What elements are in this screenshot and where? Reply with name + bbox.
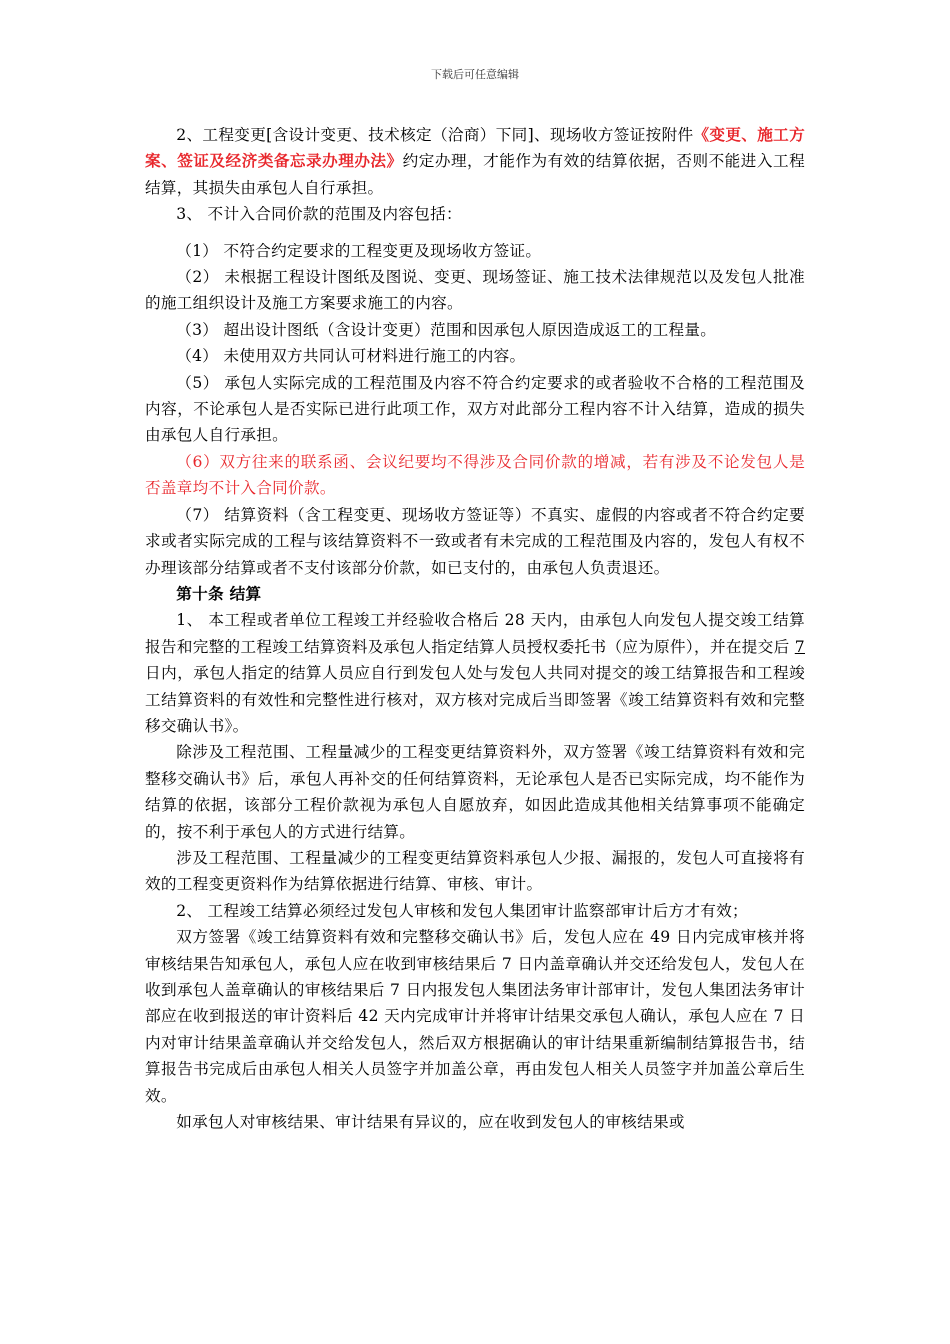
article-heading: 第十条 结算 (176, 583, 262, 603)
exclusion-item-1: （1） 不符合约定要求的工程变更及现场收方签证。 (176, 241, 542, 260)
paragraph-change-procedure (145, 122, 805, 201)
exclusion-item-2: （2） 未根据工程设计图纸及图说、变更、现场签证、施工技术法律规范以及发包人批准的施工组织设计及施工方案要求施工的内容。 (145, 268, 805, 313)
settlement-clause-1-supplement: 除涉及工程范围、工程量减少的工程变更结算资料外，双方签署《竣工结算资料有效和完整移交确认书》后，承包人再补交的任何结算资料，无论承包人是否已实际完成，均不能作为结算的依据，该部分工程价款视为承包人自愿放弃，如因此造成其他相关结算事项不能确定的，按不利于承包人的方式进行结算。 (145, 743, 805, 841)
paragraph-text: 日内，承包人指定的结算人员应自行到发包人处与发包人共同对提交的竣工结算报告和工程竣工结算资料的有效性和完整性进行核对，双方核对完成后当即签署《竣工结算资料有效和完整移交确认书》。 (145, 664, 805, 735)
exclusion-item-3: （3） 超出设计图纸（含设计变更）范围和因承包人原因造成返工的工程量。 (176, 320, 717, 339)
paragraph-text: 1、 本工程或者单位工程竣工并经验收合格后 28 天内，由承包人向发包人提交竣工结算报告和完整的工程竣工结算资料及承包人指定结算人员授权委托书（应为原件），并在提交后 (145, 611, 805, 656)
settlement-clause-2: 2、 工程竣工结算必须经过发包人审核和发包人集团审计监察部审计后方才有效； (176, 901, 748, 920)
exclusion-item-7: （7） 结算资料（含工程变更、现场收方签证等）不真实、虚假的内容或者不符合约定要求或者实际完成的工程与该结算资料不一致或者有未完成的工程范围及内容的，发包人有权不办理该部分结算或者不支付该部分价款，如已支付的，由承包人负责退还。 (145, 505, 805, 577)
settlement-clause-1-omission: 涉及工程范围、工程量减少的工程变更结算资料承包人少报、漏报的，发包人可直接将有效的工程变更资料作为结算依据进行结算、审核、审计。 (145, 848, 805, 894)
document-body (145, 122, 805, 1135)
paragraph-text: 2、工程变更[含设计变更、技术核定（洽商）下同]、现场收方签证按附件 (176, 126, 694, 144)
underlined-days: 7 (794, 637, 805, 656)
exclusion-item-4: （4） 未使用双方共同认可材料进行施工的内容。 (176, 347, 526, 366)
page-header: 下载后可任意编辑 (431, 68, 519, 81)
paragraph-exclusions-intro: 3、 不计入合同价款的范围及内容包括： (176, 205, 462, 224)
settlement-clause-2-procedure: 双方签署《竣工结算资料有效和完整移交确认书》后，发包人应在 49 日内完成审核并将审核结果告知承包人，承包人应在收到审核结果后 7 日内盖章确认并交还给发包人，发包人在收到承包人盖章确认的审核结果后 7 日内报发包人集团法务审计部审计，发包人集团法务审计部应在收到报送的审计资料后 42 天内完成审计并将审计结果交承包人确认，承包人应在 7 日内对审计结果盖章确认并交给发包人，然后双方根据确认的审计结果重新编制结算报告书，结算报告书完成后由承包人相关人员签字并加盖公章，再由发包人相关人员签字并加盖公章后生效。 (145, 928, 805, 1105)
settlement-clause-2-dispute: 如承包人对审核结果、审计结果有异议的，应在收到发包人的审核结果或 (176, 1113, 685, 1132)
paragraph-text: 约定办理，才能作为有效的结算依据，否则不能进入工程结算，其损失由承包人自行承担。 (145, 152, 805, 197)
exclusion-item-6: （6）双方往来的联系函、会议纪要均不得涉及合同价款的增减，若有涉及不论发包人是否盖章均不计入合同价款。 (145, 452, 805, 498)
attachment-title: 《变更、施工方案、签证及经济类备忘录办理办法》 (145, 125, 805, 171)
exclusion-item-5: （5） 承包人实际完成的工程范围及内容不符合约定要求的或者验收不合格的工程范围及内容，不论承包人是否实际已进行此项工作，双方对此部分工程内容不计入结算，造成的损失由承包人自行承担。 (145, 373, 805, 445)
settlement-clause-1 (145, 607, 805, 739)
